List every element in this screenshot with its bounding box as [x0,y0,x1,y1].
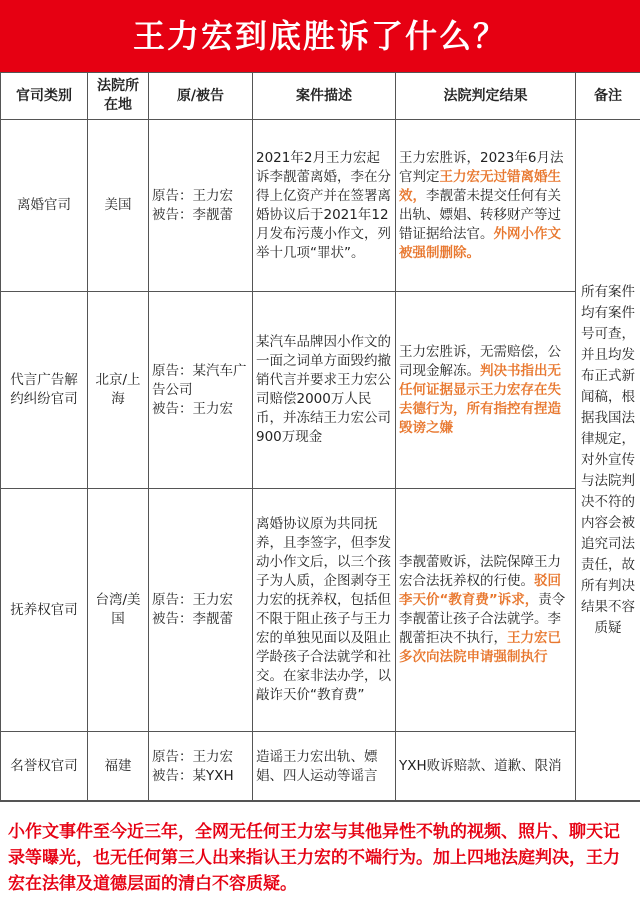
header-parties: 原/被告 [149,73,253,120]
result-text: YXH败诉赔款、道歉、限消 [399,758,562,774]
category-cell: 抚养权官司 [1,489,88,732]
note-cell: 所有案件均有案件号可查，并且均发布正式新闻稿，根据我国法律规定，对外宣传与法院判决不符的内容会被追究司法责任，故所有判决结果不容质疑 [576,120,640,802]
description-cell: 2021年2月王力宏起诉李靓蕾离婚，李在分得上亿资产并在签署离婚协议后于2021年12月发布污蔑小作文，列举十几项“罪状”。 [253,120,396,292]
parties-cell [149,489,253,732]
result-text: 王力宏胜诉，无需赔偿，公司现金解冻。 [399,343,561,379]
plaintiff-text: 原告：王力宏 [152,187,233,204]
defendant-text: 被告：某YXH [152,767,234,784]
description-cell: 造谣王力宏出轨、嫖娼、四人运动等谣言 [253,732,396,802]
table-row [1,489,640,732]
plaintiff-text: 原告：王力宏 [152,748,233,765]
plaintiff-text: 原告：王力宏 [152,592,233,608]
table-row [1,732,640,802]
location-cell: 台湾/美国 [88,489,149,732]
location-cell: 北京/上海 [88,292,149,489]
parties-cell [149,732,253,802]
result-cell [396,120,576,292]
result-highlight: 驳回李天价“教育费”诉求， [399,573,561,608]
result-cell [396,732,576,802]
footer-statement: 小作文事件至今近三年，全网无任何王力宏与其他异性不轨的视频、照片、聊天记录等曝光，也无任何第三人出来指认王力宏的不端行为。加上四地法庭判决，王力宏在法律及道德层面的清白不容质疑。 [0,800,640,908]
result-cell [396,292,576,489]
result-text: 王力宏胜诉，2023年6月法官判定 [399,149,564,185]
header-result: 法院判定结果 [396,73,576,120]
table-row [1,292,640,489]
page-title: 王力宏到底胜诉了什么？ [0,0,640,72]
result-highlight: 王力宏已多次向法院申请强制执行 [399,630,561,665]
header-location: 法院所在地 [88,73,149,120]
category-cell: 离婚官司 [1,120,88,292]
result-highlight: 判决书指出无任何证据显示王力宏存在失去德行为，所有指控有捏造毁谤之嫌 [399,362,561,436]
result-text: 李靓蕾败诉，法院保障王力宏合法抚养权的行使。 [399,554,561,589]
result-text: 李靓蕾未提交任何有关出轨、嫖娼、转移财产等过错证据给法官。 [399,187,561,242]
description-cell: 离婚协议原为共同抚养，且李签字，但李发动小作文后，以三个孩子为人质，企图剥夺王力宏的抚养权，包括但不限于阻止孩子与王力宏的单独见面以及阻止学龄孩子合法就学和社交。在家非法办学，以敲诈天价“教育费” [253,489,396,732]
plaintiff-text: 原告：某汽车广告公司 [152,362,247,398]
description-cell: 某汽车品牌因小作文的一面之词单方面毁约撤销代言并要求王力宏公司赔偿2000万人民币，并冻结王力宏公司900万现金 [253,292,396,489]
header-note: 备注 [576,73,640,120]
result-highlight: 外网小作文被强制删除。 [399,225,561,261]
table-header-row [1,73,640,120]
header-description: 案件描述 [253,73,396,120]
category-cell: 代言广告解约纠纷官司 [1,292,88,489]
table-row [1,120,640,292]
result-text: 责令李靓蕾让孩子合法就学。李靓蕾拒决不执行， [399,592,566,646]
header-category: 官司类别 [1,73,88,120]
defendant-text: 被告：李靓蕾 [152,206,233,223]
category-cell: 名誉权官司 [1,732,88,802]
location-cell: 美国 [88,120,149,292]
lawsuit-table [0,72,640,802]
parties-cell [149,120,253,292]
location-cell: 福建 [88,732,149,802]
defendant-text: 被告：李靓蕾 [152,611,233,627]
defendant-text: 被告：王力宏 [152,400,233,417]
result-cell [396,489,576,732]
parties-cell [149,292,253,489]
result-highlight: 王力宏无过错离婚生效， [399,168,561,204]
